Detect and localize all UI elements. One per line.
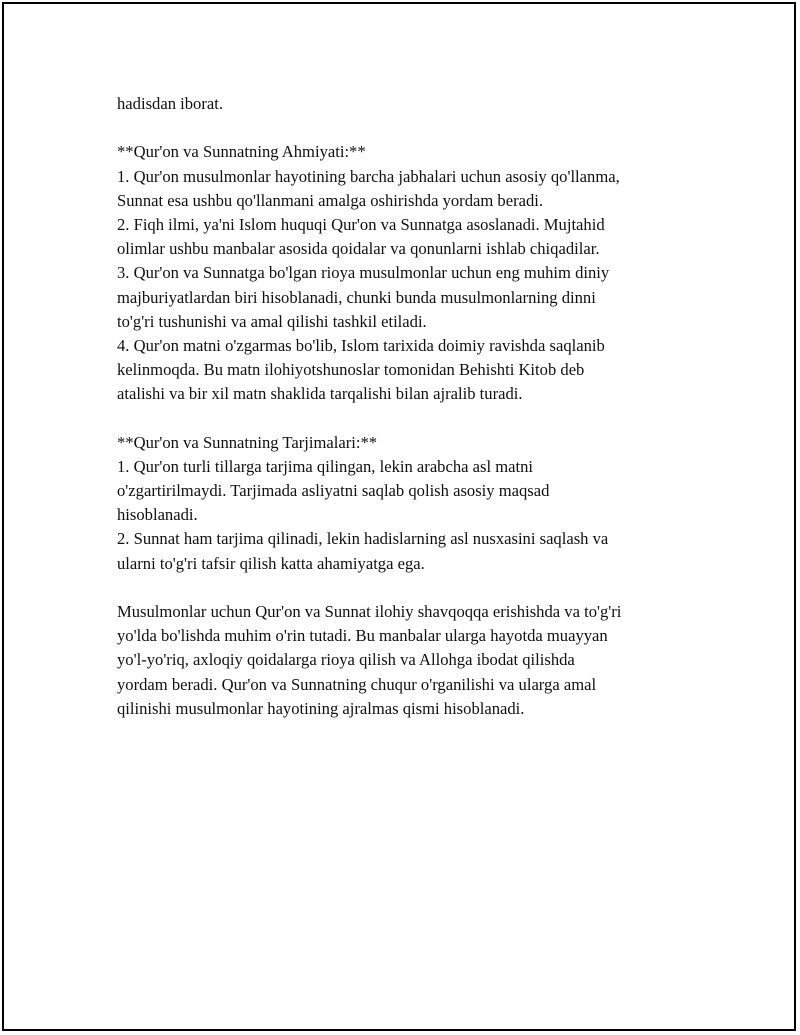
paragraph-line: yo'lda bo'lishda muhim o'rin tutadi. Bu manbalar ularga hayotda muayyan <box>117 626 608 646</box>
paragraph-gap <box>117 576 697 600</box>
document-body <box>117 92 697 721</box>
list-item-line: atalishi va bir xil matn shaklida tarqalishi bilan ajralib turadi. <box>117 384 523 404</box>
intro-line: hadisdan iborat. <box>117 94 223 113</box>
list-item-line: ularni to'g'ri tafsir qilish katta ahamiyatga ega. <box>117 553 425 573</box>
list-item-line: 2. Sunnat ham tarjima qilinadi, lekin hadislarning asl nusxasini saqlash va <box>117 529 609 549</box>
section-heading: **Qur'on va Sunnatning Tarjimalari:** <box>117 432 378 452</box>
paragraph-gap <box>117 406 697 430</box>
list-item-line: to'g'ri tushunishi va amal qilishi tashkil etiladi. <box>117 311 427 331</box>
list-item-line: 3. Qur'on va Sunnatga bo'lgan rioya musulmonlar uchun eng muhim diniy <box>117 263 610 283</box>
paragraph-line: Musulmonlar uchun Qur'on va Sunnat ilohiy shavqoqqa erishishda va to'g'ri <box>117 601 622 621</box>
section-translations <box>117 431 697 576</box>
section-importance <box>117 140 697 406</box>
list-item-line: 1. Qur'on musulmonlar hayotining barcha jabhalari uchun asosiy qo'llanma, <box>117 166 620 186</box>
list-item-line: kelinmoqda. Bu matn ilohiyotshunoslar tomonidan Behishti Kitob deb <box>117 360 585 380</box>
list-item-line: hisoblanadi. <box>117 505 198 525</box>
list-item-line: Sunnat esa ushbu qo'llanmani amalga oshirishda yordam beradi. <box>117 190 544 210</box>
list-item-line: majburiyatlardan biri hisoblanadi, chunki bunda musulmonlarning dinni <box>117 287 596 307</box>
list-item-line: 1. Qur'on turli tillarga tarjima qilingan, lekin arabcha asl matni <box>117 456 534 476</box>
list-item-line: 2. Fiqh ilmi, ya'ni Islom huquqi Qur'on va Sunnatga asoslanadi. Mujtahid <box>117 214 605 234</box>
paragraph-line: qilinishi musulmonlar hayotining ajralmas qismi hisoblanadi. <box>117 698 525 718</box>
paragraph-gap <box>117 116 697 140</box>
paragraph-line: yordam beradi. Qur'on va Sunnatning chuqur o'rganilishi va ularga amal <box>117 674 597 694</box>
section-heading: **Qur'on va Sunnatning Ahmiyati:** <box>117 142 366 162</box>
list-item-line: o'zgartirilmaydi. Tarjimada asliyatni saqlab qolish asosiy maqsad <box>117 481 550 500</box>
list-item-line: olimlar ushbu manbalar asosida qoidalar va qonunlarni ishlab chiqadilar. <box>117 239 600 259</box>
paragraph-line: yo'l-yo'riq, axloqiy qoidalarga rioya qilish va Allohga ibodat qilishda <box>117 650 575 670</box>
list-item-line: 4. Qur'on matni o'zgarmas bo'lib, Islom tarixida doimiy ravishda saqlanib <box>117 335 605 355</box>
closing-paragraph <box>117 600 697 721</box>
